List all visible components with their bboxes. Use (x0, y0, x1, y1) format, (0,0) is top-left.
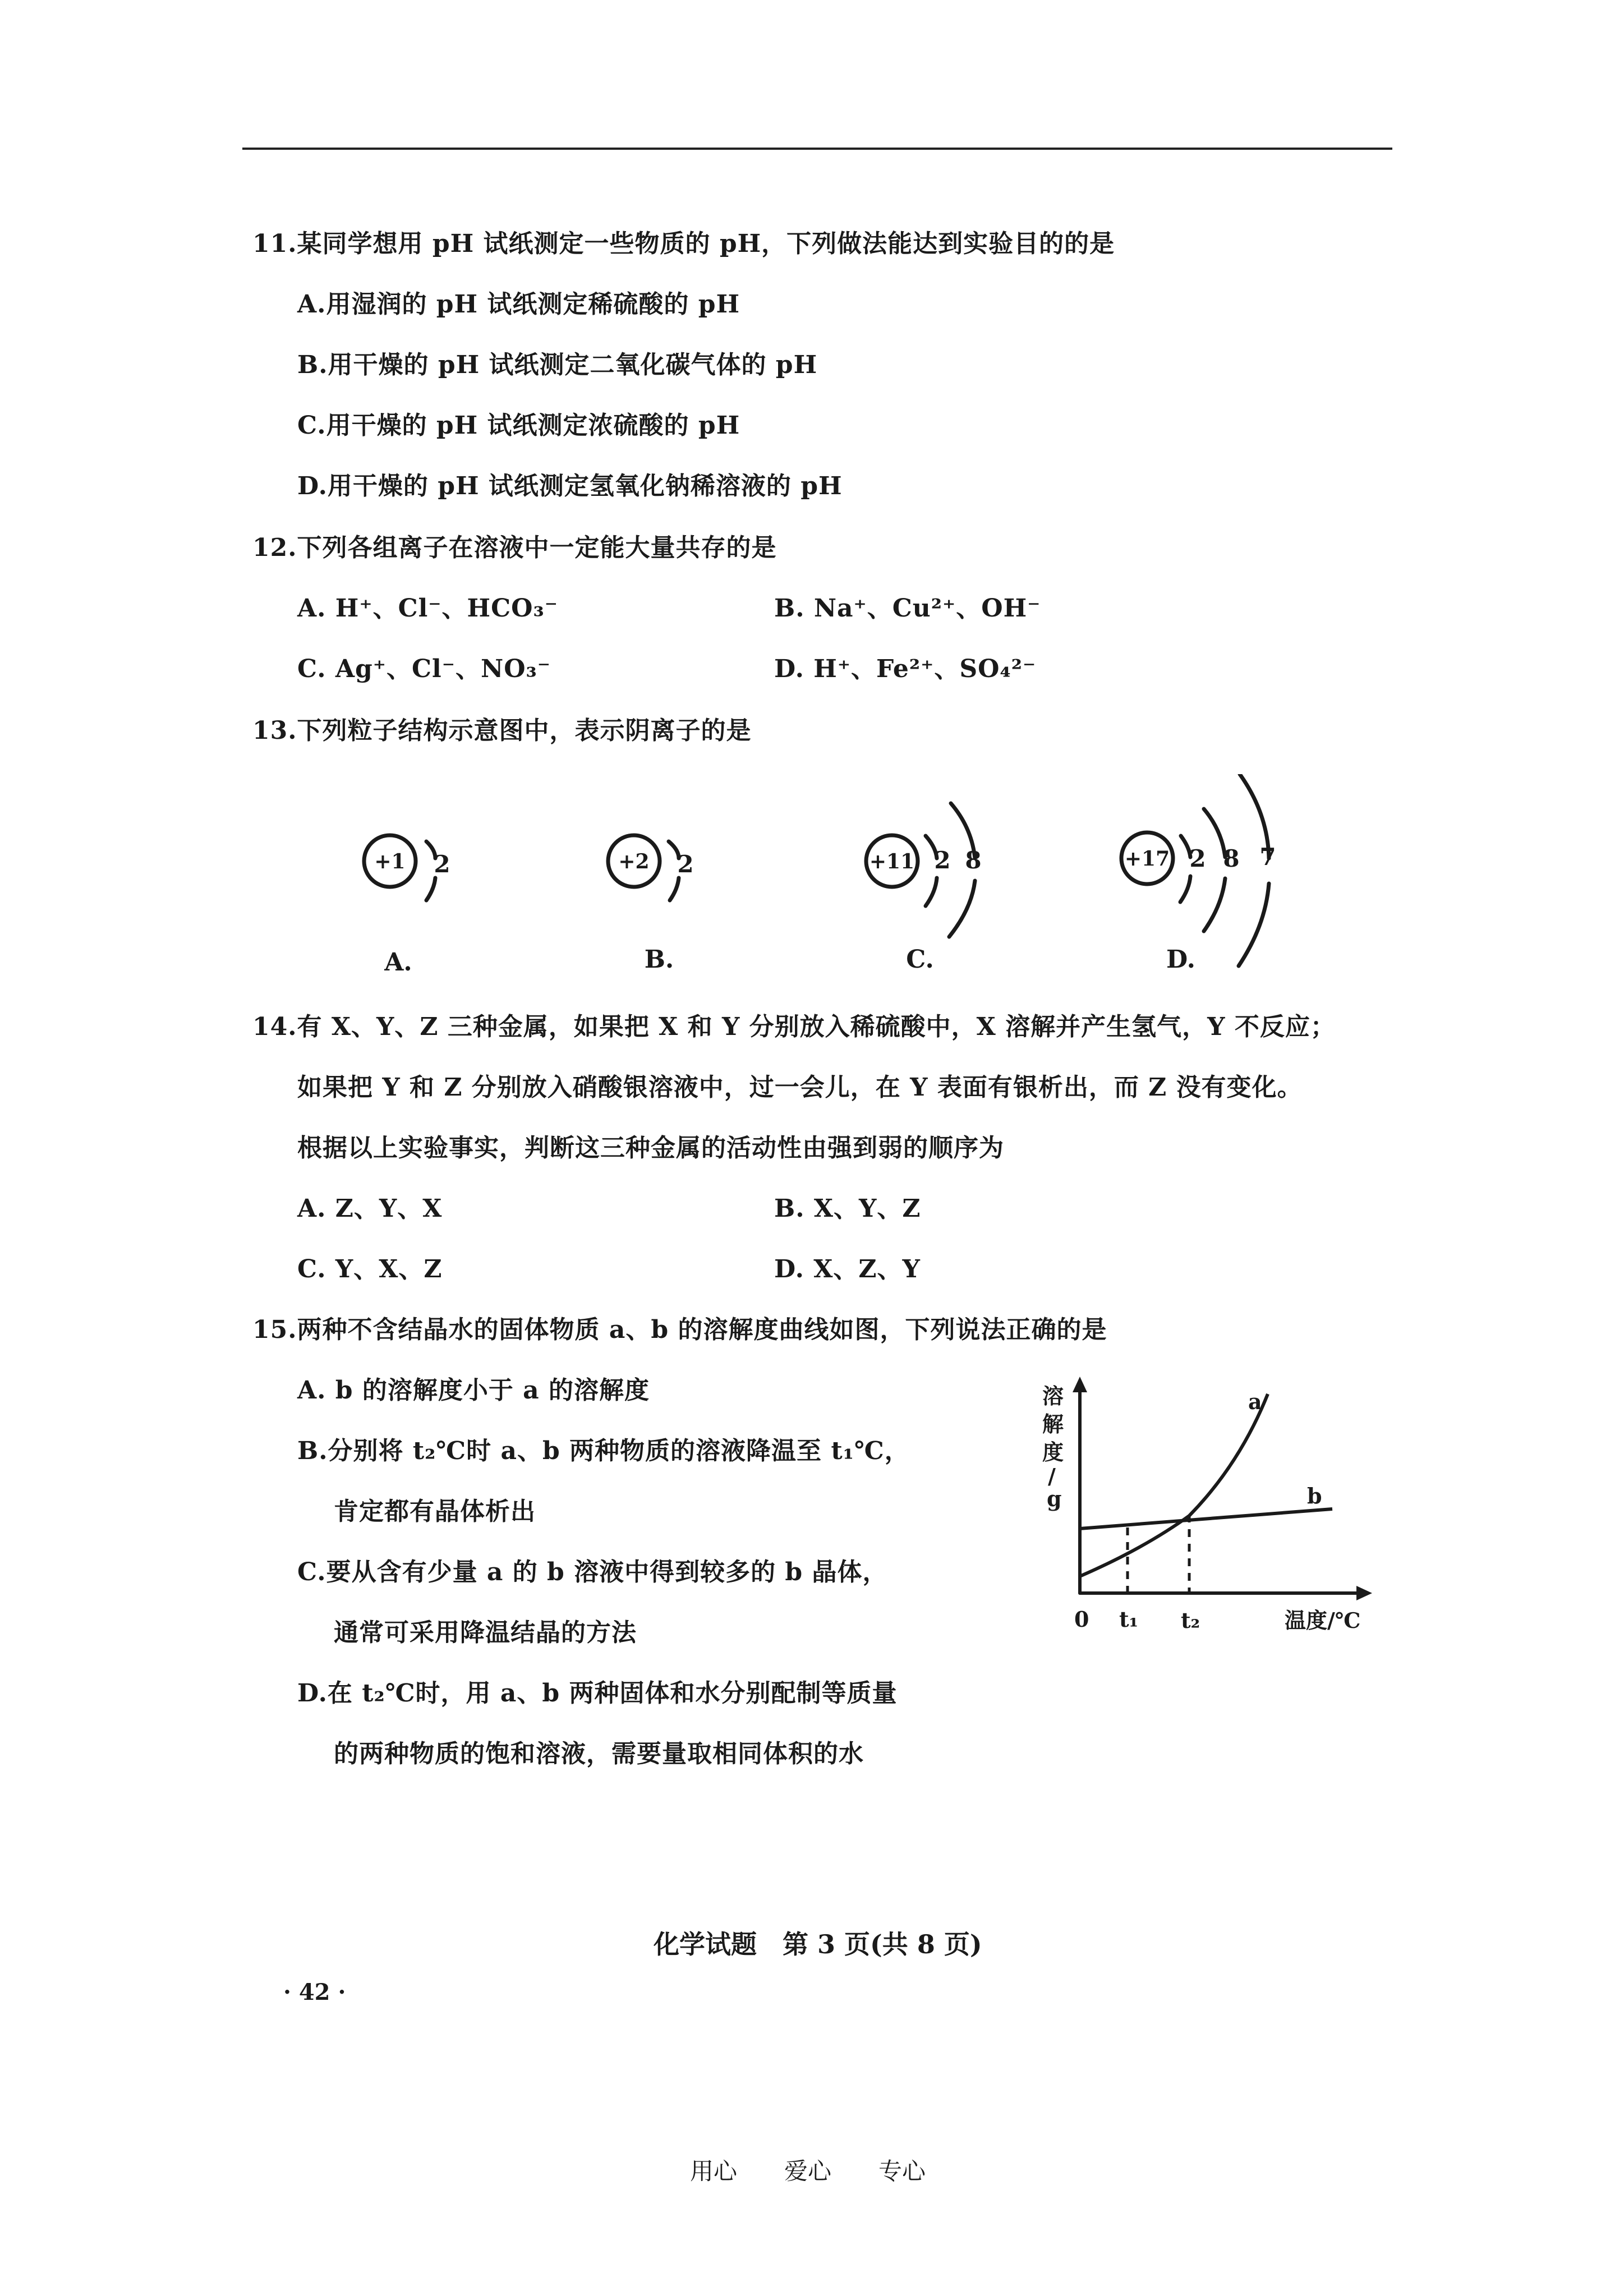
q15-option-b-line-1: B.分别将 t₂℃时 a、b 两种物质的溶液降温至 t₁℃， (297, 1437, 910, 1465)
y-label-char-3: 度 (1042, 1439, 1064, 1465)
q11-stem: 11.某同学想用 pH 试纸测定一些物质的 pH，下列做法能达到实验目的的是 (252, 229, 1115, 258)
footer-motto: 用心 爱心 专心 (690, 2157, 926, 2185)
origin-label: 0 (1074, 1607, 1089, 1632)
curve-a-label: a (1248, 1389, 1262, 1414)
solubility-graph (1032, 1369, 1391, 1660)
y-axis-arrow-icon (1073, 1377, 1087, 1392)
q11-option-b: B.用干燥的 pH 试纸测定二氧化碳气体的 pH (297, 351, 818, 379)
x-axis-arrow-icon (1356, 1586, 1372, 1600)
atom-b-nucleus: +2 (618, 850, 650, 873)
t1-label: t₁ (1119, 1607, 1139, 1632)
q14-option-d: D. X、Z、Y (774, 1255, 921, 1283)
atom-b-label: B. (644, 945, 674, 974)
atom-c-nucleus: +11 (869, 850, 915, 873)
q13-stem: 13.下列粒子结构示意图中，表示阴离子的是 (252, 716, 752, 745)
y-label-char-5: g (1047, 1486, 1062, 1511)
q14-line-3: 根据以上实验事实，判断这三种金属的活动性由强到弱的顺序为 (297, 1134, 1004, 1162)
atom-d-shell-1: 2 (1189, 845, 1206, 872)
top-rule (242, 148, 1392, 150)
q14-option-b: B. X、Y、Z (774, 1194, 921, 1223)
q11-option-d: D.用干燥的 pH 试纸测定氢氧化钠稀溶液的 pH (297, 472, 843, 500)
q15-option-d-line-2: 的两种物质的饱和溶液，需要量取相同体积的水 (334, 1740, 864, 1768)
q14-option-c: C. Y、X、Z (297, 1255, 443, 1283)
atom-a-nucleus: +1 (374, 850, 406, 873)
page-number: · 42 · (283, 1979, 346, 2005)
q15-option-a: A. b 的溶解度小于 a 的溶解度 (297, 1376, 650, 1405)
curve-b-label: b (1307, 1483, 1322, 1508)
q12-stem: 12.下列各组离子在溶液中一定能大量共存的是 (252, 533, 777, 562)
q12-option-d: D. H⁺、Fe²⁺、SO₄²⁻ (774, 655, 1037, 683)
q15-option-c-line-2: 通常可采用降温结晶的方法 (334, 1618, 637, 1647)
atom-a-shell-1: 2 (434, 850, 450, 878)
atom-a-label: A. (384, 948, 412, 977)
curve-b (1080, 1509, 1332, 1529)
atom-c-shell-1: 2 (934, 846, 951, 874)
t2-label: t₂ (1181, 1608, 1200, 1633)
atom-d-shell-3: 7 (1259, 843, 1276, 871)
atom-c-label: C. (906, 945, 934, 974)
q15-stem: 15.两种不含结晶水的固体物质 a、b 的溶解度曲线如图，下列说法正确的是 (252, 1315, 1107, 1344)
y-label-char-1: 溶 (1042, 1383, 1064, 1409)
x-axis-label: 温度/℃ (1285, 1608, 1361, 1633)
atom-b-shell-1: 2 (677, 850, 694, 878)
q15-option-b-line-2: 肯定都有晶体析出 (334, 1497, 536, 1526)
q15-option-d-line-1: D.在 t₂℃时，用 a、b 两种固体和水分别配制等质量 (297, 1679, 898, 1708)
atom-diagrams (325, 774, 1335, 987)
y-label-char-2: 解 (1042, 1411, 1064, 1437)
atom-d-label: D. (1166, 945, 1195, 974)
footer-title: 化学试题 第 3 页(共 8 页) (654, 1929, 982, 1959)
q14-line-1: 14.有 X、Y、Z 三种金属，如果把 X 和 Y 分别放入稀硫酸中，X 溶解并产生氢气，Y 不反应； (252, 1013, 1336, 1041)
q12-option-a: A. H⁺、Cl⁻、HCO₃⁻ (297, 594, 558, 623)
atom-c-shell-2: 8 (965, 846, 982, 874)
q14-option-a: A. Z、Y、X (297, 1194, 443, 1223)
q15-option-c-line-1: C.要从含有少量 a 的 b 溶液中得到较多的 b 晶体， (297, 1558, 888, 1586)
atom-d-shell-2: 8 (1223, 845, 1240, 872)
atom-d-nucleus: +17 (1124, 847, 1170, 871)
q11-option-a: A.用湿润的 pH 试纸测定稀硫酸的 pH (297, 290, 740, 319)
q11-option-c: C.用干燥的 pH 试纸测定浓硫酸的 pH (297, 411, 740, 440)
curve-a (1080, 1394, 1268, 1576)
q12-option-c: C. Ag⁺、Cl⁻、NO₃⁻ (297, 655, 551, 683)
y-label-char-4: / (1048, 1464, 1056, 1489)
q12-option-b: B. Na⁺、Cu²⁺、OH⁻ (774, 594, 1041, 623)
q14-line-2: 如果把 Y 和 Z 分别放入硝酸银溶液中，过一会儿，在 Y 表面有银析出，而 Z 没有变化。 (297, 1073, 1303, 1102)
